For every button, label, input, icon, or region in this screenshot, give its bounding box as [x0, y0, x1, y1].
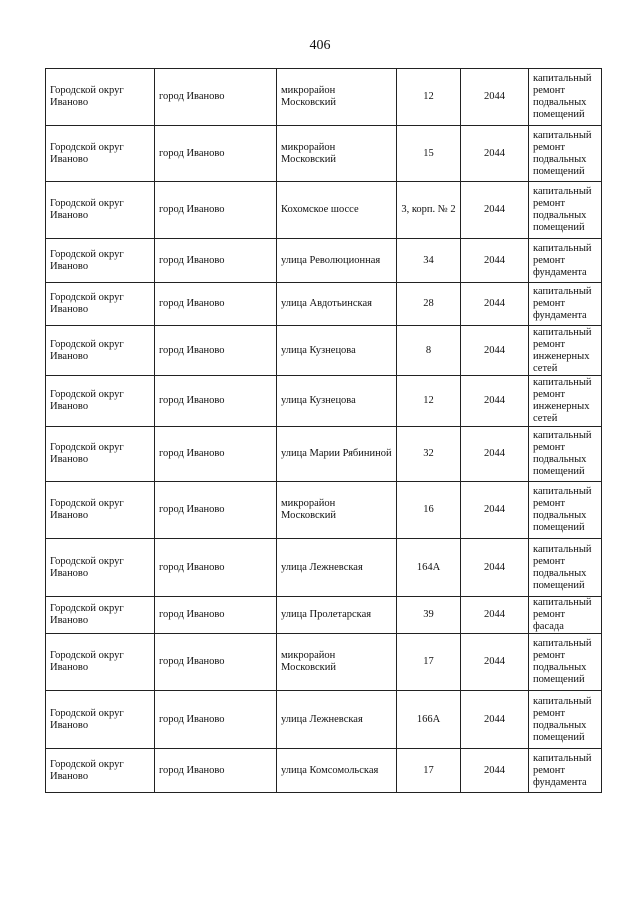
house-number-cell: 166А	[397, 691, 461, 749]
house-number-cell: 3, корп. № 2	[397, 182, 461, 239]
work-type-cell: капитальный ремонт подвальных помещений	[529, 539, 602, 597]
year-cell: 2044	[461, 69, 529, 126]
year-cell: 2044	[461, 482, 529, 539]
work-type-cell: капитальный ремонт подвальных помещений	[529, 634, 602, 691]
year-cell: 2044	[461, 376, 529, 427]
table-row	[46, 749, 602, 793]
district-cell: Городской округ Иваново	[46, 126, 155, 182]
year-cell: 2044	[461, 239, 529, 283]
house-number-cell: 16	[397, 482, 461, 539]
house-number-cell: 17	[397, 749, 461, 793]
table-row	[46, 427, 602, 482]
district-cell: Городской округ Иваново	[46, 326, 155, 376]
street-cell: микрорайон Московский	[277, 69, 397, 126]
city-cell: город Иваново	[155, 634, 277, 691]
city-cell: город Иваново	[155, 539, 277, 597]
city-cell: город Иваново	[155, 376, 277, 427]
street-cell: улица Лежневская	[277, 691, 397, 749]
street-cell: улица Марии Рябининой	[277, 427, 397, 482]
street-cell: микрорайон Московский	[277, 482, 397, 539]
street-cell: улица Авдотьинская	[277, 283, 397, 326]
street-cell: микрорайон Московский	[277, 126, 397, 182]
street-cell: Кохомское шоссе	[277, 182, 397, 239]
work-type-cell: капитальный ремонт фасада	[529, 597, 602, 634]
district-cell: Городской округ Иваново	[46, 69, 155, 126]
street-cell: микрорайон Московский	[277, 634, 397, 691]
table-row	[46, 239, 602, 283]
year-cell: 2044	[461, 283, 529, 326]
year-cell: 2044	[461, 182, 529, 239]
street-cell: улица Лежневская	[277, 539, 397, 597]
year-cell: 2044	[461, 634, 529, 691]
district-cell: Городской округ Иваново	[46, 691, 155, 749]
table-row	[46, 634, 602, 691]
city-cell: город Иваново	[155, 482, 277, 539]
year-cell: 2044	[461, 539, 529, 597]
table-row	[46, 326, 602, 376]
district-cell: Городской округ Иваново	[46, 283, 155, 326]
year-cell: 2044	[461, 126, 529, 182]
house-number-cell: 12	[397, 69, 461, 126]
house-number-cell: 28	[397, 283, 461, 326]
table-row	[46, 482, 602, 539]
district-cell: Городской округ Иваново	[46, 597, 155, 634]
work-type-cell: капитальный ремонт инженерных сетей	[529, 326, 602, 376]
table-row	[46, 69, 602, 126]
year-cell: 2044	[461, 597, 529, 634]
city-cell: город Иваново	[155, 326, 277, 376]
district-cell: Городской округ Иваново	[46, 634, 155, 691]
table-row	[46, 283, 602, 326]
district-cell: Городской округ Иваново	[46, 376, 155, 427]
work-type-cell: капитальный ремонт подвальных помещений	[529, 182, 602, 239]
city-cell: город Иваново	[155, 239, 277, 283]
year-cell: 2044	[461, 427, 529, 482]
table-row	[46, 376, 602, 427]
city-cell: город Иваново	[155, 283, 277, 326]
table-body	[46, 69, 602, 793]
work-type-cell: капитальный ремонт подвальных помещений	[529, 691, 602, 749]
district-cell: Городской округ Иваново	[46, 749, 155, 793]
city-cell: город Иваново	[155, 126, 277, 182]
work-type-cell: капитальный ремонт подвальных помещений	[529, 69, 602, 126]
city-cell: город Иваново	[155, 182, 277, 239]
city-cell: город Иваново	[155, 427, 277, 482]
city-cell: город Иваново	[155, 749, 277, 793]
street-cell: улица Кузнецова	[277, 326, 397, 376]
city-cell: город Иваново	[155, 691, 277, 749]
work-type-cell: капитальный ремонт фундамента	[529, 283, 602, 326]
house-number-cell: 32	[397, 427, 461, 482]
work-type-cell: капитальный ремонт подвальных помещений	[529, 126, 602, 182]
district-cell: Городской округ Иваново	[46, 182, 155, 239]
city-cell: город Иваново	[155, 597, 277, 634]
table-row	[46, 539, 602, 597]
district-cell: Городской округ Иваново	[46, 482, 155, 539]
house-number-cell: 12	[397, 376, 461, 427]
house-number-cell: 17	[397, 634, 461, 691]
city-cell: город Иваново	[155, 69, 277, 126]
table-row	[46, 597, 602, 634]
work-type-cell: капитальный ремонт фундамента	[529, 239, 602, 283]
housing-repair-table	[45, 68, 602, 793]
table-row	[46, 126, 602, 182]
work-type-cell: капитальный ремонт подвальных помещений	[529, 427, 602, 482]
work-type-cell: капитальный ремонт подвальных помещений	[529, 482, 602, 539]
street-cell: улица Комсомольская	[277, 749, 397, 793]
house-number-cell: 164А	[397, 539, 461, 597]
year-cell: 2044	[461, 691, 529, 749]
year-cell: 2044	[461, 749, 529, 793]
street-cell: улица Революционная	[277, 239, 397, 283]
page-number: 406	[309, 38, 331, 53]
table-row	[46, 691, 602, 749]
district-cell: Городской округ Иваново	[46, 539, 155, 597]
house-number-cell: 15	[397, 126, 461, 182]
district-cell: Городской округ Иваново	[46, 427, 155, 482]
house-number-cell: 39	[397, 597, 461, 634]
table-row	[46, 182, 602, 239]
house-number-cell: 8	[397, 326, 461, 376]
work-type-cell: капитальный ремонт фундамента	[529, 749, 602, 793]
year-cell: 2044	[461, 326, 529, 376]
house-number-cell: 34	[397, 239, 461, 283]
district-cell: Городской округ Иваново	[46, 239, 155, 283]
work-type-cell: капитальный ремонт инженерных сетей	[529, 376, 602, 427]
street-cell: улица Пролетарская	[277, 597, 397, 634]
street-cell: улица Кузнецова	[277, 376, 397, 427]
